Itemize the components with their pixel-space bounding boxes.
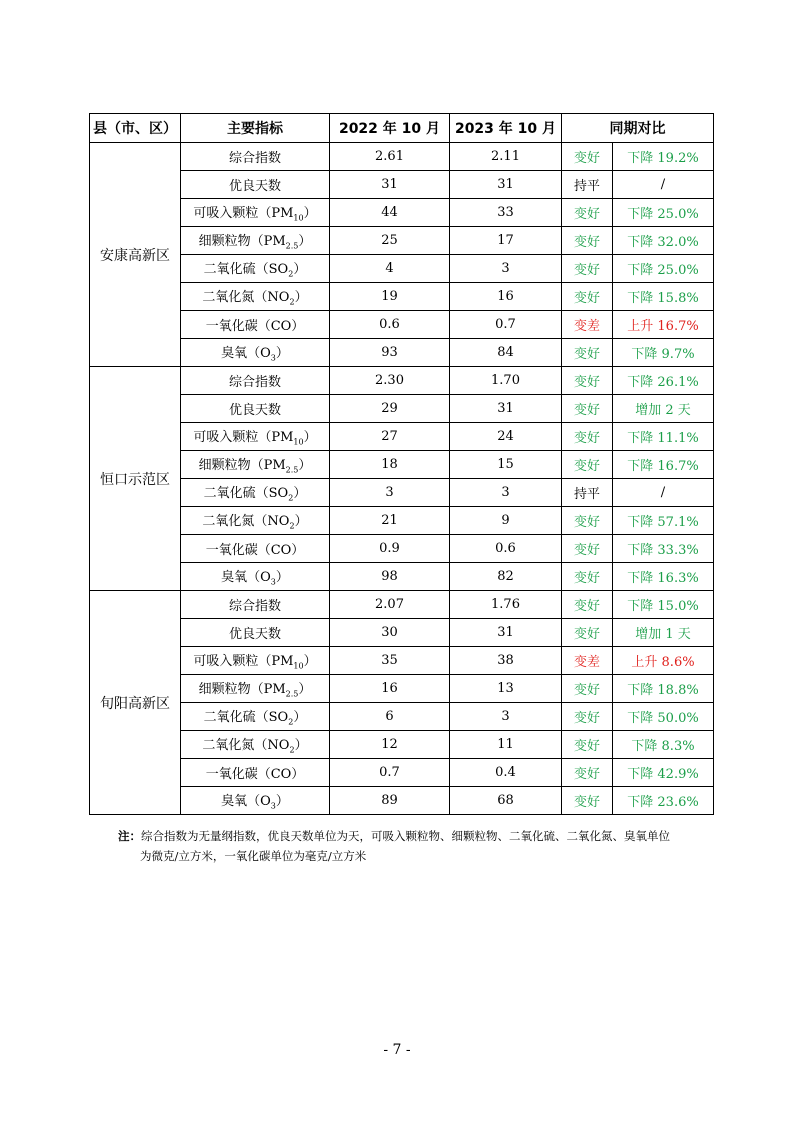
table-row — [90, 423, 714, 451]
value-2023-cell: 16 — [450, 283, 562, 311]
metric-suffix: ） — [298, 458, 312, 474]
table-body — [90, 143, 714, 815]
table-row — [90, 787, 714, 815]
value-2023-cell: 13 — [450, 675, 562, 703]
note-line-2: 为微克/立方米，一氧化碳单位为毫克/立方米 — [140, 849, 367, 863]
table-row — [90, 171, 714, 199]
metric-suffix: ） — [293, 486, 307, 502]
metric-name: 可吸入颗粒（PM — [193, 430, 294, 446]
table-header-row — [90, 114, 714, 143]
county-cell: 安康高新区 — [90, 143, 181, 367]
metric-name: 一氧化碳（CO） — [205, 319, 305, 334]
change-cell: 下降 15.0% — [613, 591, 714, 619]
value-2023-cell: 0.4 — [450, 759, 562, 787]
value-2022-cell: 3 — [330, 479, 450, 507]
table-row — [90, 591, 714, 619]
metric-suffix: ） — [298, 234, 312, 250]
header-comparison: 同期对比 — [562, 114, 714, 143]
metric-suffix: ） — [275, 794, 289, 810]
value-2023-cell: 2.11 — [450, 143, 562, 171]
metric-subscript: 10 — [293, 213, 304, 223]
metric-cell — [181, 255, 330, 283]
metric-cell — [181, 787, 330, 815]
value-2022-cell: 35 — [330, 647, 450, 675]
value-2023-cell: 11 — [450, 731, 562, 759]
value-2023-cell: 38 — [450, 647, 562, 675]
metric-suffix: ） — [303, 206, 317, 222]
metric-name: 一氧化碳（CO） — [205, 767, 305, 782]
metric-name: 臭氧（O — [221, 346, 271, 362]
metric-cell — [181, 563, 330, 591]
table-note — [118, 826, 718, 866]
change-cell: 下降 16.3% — [613, 563, 714, 591]
table-row — [90, 619, 714, 647]
value-2022-cell: 0.9 — [330, 535, 450, 563]
table-row — [90, 479, 714, 507]
change-cell: 增加 1 天 — [613, 619, 714, 647]
metric-suffix: ） — [294, 290, 308, 306]
metric-name: 二氧化硫（SO — [203, 262, 289, 278]
metric-subscript: 2 — [288, 717, 294, 727]
change-cell: / — [613, 171, 714, 199]
status-cell: 持平 — [562, 171, 613, 199]
value-2023-cell: 9 — [450, 507, 562, 535]
metric-cell — [181, 283, 330, 311]
value-2023-cell: 3 — [450, 479, 562, 507]
metric-suffix: ） — [275, 570, 289, 586]
table-row — [90, 395, 714, 423]
metric-subscript: 2 — [288, 269, 294, 279]
metric-name: 二氧化氮（NO — [202, 514, 290, 530]
change-cell: 下降 16.7% — [613, 451, 714, 479]
table-row — [90, 367, 714, 395]
metric-cell — [181, 451, 330, 479]
metric-cell — [181, 507, 330, 535]
change-cell: 下降 23.6% — [613, 787, 714, 815]
change-cell: 下降 11.1% — [613, 423, 714, 451]
value-2023-cell: 84 — [450, 339, 562, 367]
metric-cell — [181, 171, 330, 199]
metric-cell — [181, 227, 330, 255]
header-metric: 主要指标 — [181, 114, 330, 143]
metric-name: 二氧化氮（NO — [202, 738, 290, 754]
metric-subscript: 3 — [270, 577, 276, 587]
value-2022-cell: 4 — [330, 255, 450, 283]
change-cell: 下降 42.9% — [613, 759, 714, 787]
metric-subscript: 2 — [289, 745, 295, 755]
table-row — [90, 311, 714, 339]
value-2022-cell: 0.7 — [330, 759, 450, 787]
metric-subscript: 3 — [270, 801, 276, 811]
value-2022-cell: 44 — [330, 199, 450, 227]
value-2022-cell: 2.61 — [330, 143, 450, 171]
metric-subscript: 2.5 — [285, 689, 299, 699]
change-cell: 下降 32.0% — [613, 227, 714, 255]
value-2023-cell: 3 — [450, 703, 562, 731]
metric-suffix: ） — [303, 430, 317, 446]
value-2022-cell: 2.07 — [330, 591, 450, 619]
metric-cell — [181, 143, 330, 171]
metric-name: 二氧化硫（SO — [203, 710, 289, 726]
value-2023-cell: 33 — [450, 199, 562, 227]
value-2022-cell: 19 — [330, 283, 450, 311]
metric-subscript: 3 — [270, 353, 276, 363]
county-cell: 恒口示范区 — [90, 367, 181, 591]
status-cell: 变差 — [562, 311, 613, 339]
table-row — [90, 759, 714, 787]
header-county: 县（市、区） — [90, 114, 181, 143]
status-cell: 变好 — [562, 367, 613, 395]
table-row — [90, 199, 714, 227]
change-cell: 增加 2 天 — [613, 395, 714, 423]
status-cell: 变好 — [562, 703, 613, 731]
change-cell: 上升 16.7% — [613, 311, 714, 339]
metric-name: 优良天数 — [228, 403, 281, 418]
metric-cell — [181, 675, 330, 703]
metric-subscript: 2 — [289, 521, 295, 531]
value-2022-cell: 21 — [330, 507, 450, 535]
status-cell: 变好 — [562, 199, 613, 227]
value-2023-cell: 17 — [450, 227, 562, 255]
value-2023-cell: 31 — [450, 171, 562, 199]
metric-cell — [181, 759, 330, 787]
table-row — [90, 647, 714, 675]
table-row — [90, 535, 714, 563]
change-cell: 下降 25.0% — [613, 255, 714, 283]
value-2022-cell: 31 — [330, 171, 450, 199]
status-cell: 变好 — [562, 731, 613, 759]
change-cell: 上升 8.6% — [613, 647, 714, 675]
note-text-1: 综合指数为无量纲指数，优良天数单位为天，可吸入颗粒物、细颗粒物、二氧化硫、二氧化氮、臭氧单位 — [141, 829, 670, 843]
change-cell: 下降 15.8% — [613, 283, 714, 311]
value-2022-cell: 98 — [330, 563, 450, 591]
change-cell: 下降 57.1% — [613, 507, 714, 535]
metric-cell — [181, 395, 330, 423]
status-cell: 变好 — [562, 563, 613, 591]
status-cell: 变好 — [562, 283, 613, 311]
table-row — [90, 731, 714, 759]
change-cell: / — [613, 479, 714, 507]
table-row — [90, 339, 714, 367]
value-2022-cell: 27 — [330, 423, 450, 451]
table-row — [90, 451, 714, 479]
value-2023-cell: 68 — [450, 787, 562, 815]
metric-subscript: 2.5 — [285, 241, 299, 251]
header-2023: 2023 年 10 月 — [450, 114, 562, 143]
metric-subscript: 10 — [293, 661, 304, 671]
value-2022-cell: 89 — [330, 787, 450, 815]
metric-name: 综合指数 — [228, 375, 281, 390]
status-cell: 变好 — [562, 759, 613, 787]
air-quality-table — [89, 113, 714, 815]
change-cell: 下降 18.8% — [613, 675, 714, 703]
value-2022-cell: 25 — [330, 227, 450, 255]
metric-name: 臭氧（O — [221, 794, 271, 810]
status-cell: 变好 — [562, 395, 613, 423]
metric-name: 可吸入颗粒（PM — [193, 206, 294, 222]
status-cell: 变差 — [562, 647, 613, 675]
status-cell: 变好 — [562, 143, 613, 171]
status-cell: 变好 — [562, 423, 613, 451]
metric-cell — [181, 479, 330, 507]
value-2023-cell: 15 — [450, 451, 562, 479]
metric-name: 综合指数 — [228, 151, 281, 166]
status-cell: 变好 — [562, 675, 613, 703]
page-number: - 7 - — [383, 1042, 411, 1058]
status-cell: 变好 — [562, 451, 613, 479]
metric-cell — [181, 535, 330, 563]
metric-suffix: ） — [293, 262, 307, 278]
value-2022-cell: 0.6 — [330, 311, 450, 339]
metric-cell — [181, 339, 330, 367]
metric-cell — [181, 311, 330, 339]
metric-suffix: ） — [294, 738, 308, 754]
metric-name: 细颗粒物（PM — [198, 458, 286, 474]
change-cell: 下降 26.1% — [613, 367, 714, 395]
status-cell: 变好 — [562, 619, 613, 647]
metric-cell — [181, 199, 330, 227]
metric-subscript: 2 — [289, 297, 295, 307]
change-cell: 下降 25.0% — [613, 199, 714, 227]
metric-name: 优良天数 — [228, 179, 281, 194]
table-row — [90, 563, 714, 591]
value-2022-cell: 16 — [330, 675, 450, 703]
status-cell: 变好 — [562, 535, 613, 563]
metric-suffix: ） — [293, 710, 307, 726]
table-row — [90, 507, 714, 535]
value-2022-cell: 18 — [330, 451, 450, 479]
table-row — [90, 143, 714, 171]
metric-suffix: ） — [294, 514, 308, 530]
metric-name: 可吸入颗粒（PM — [193, 654, 294, 670]
status-cell: 变好 — [562, 591, 613, 619]
value-2023-cell: 1.70 — [450, 367, 562, 395]
value-2023-cell: 1.76 — [450, 591, 562, 619]
value-2023-cell: 31 — [450, 619, 562, 647]
metric-name: 臭氧（O — [221, 570, 271, 586]
value-2022-cell: 6 — [330, 703, 450, 731]
metric-cell — [181, 647, 330, 675]
change-cell: 下降 19.2% — [613, 143, 714, 171]
status-cell: 持平 — [562, 479, 613, 507]
metric-suffix: ） — [303, 654, 317, 670]
metric-cell — [181, 619, 330, 647]
status-cell: 变好 — [562, 507, 613, 535]
note-line-1 — [118, 826, 718, 846]
value-2023-cell: 0.6 — [450, 535, 562, 563]
header-2022: 2022 年 10 月 — [330, 114, 450, 143]
metric-name: 细颗粒物（PM — [198, 234, 286, 250]
value-2022-cell: 12 — [330, 731, 450, 759]
value-2022-cell: 29 — [330, 395, 450, 423]
metric-cell — [181, 731, 330, 759]
value-2023-cell: 24 — [450, 423, 562, 451]
metric-name: 细颗粒物（PM — [198, 682, 286, 698]
table-row — [90, 227, 714, 255]
change-cell: 下降 33.3% — [613, 535, 714, 563]
value-2023-cell: 3 — [450, 255, 562, 283]
metric-suffix: ） — [298, 682, 312, 698]
metric-subscript: 10 — [293, 437, 304, 447]
metric-cell — [181, 423, 330, 451]
value-2022-cell: 30 — [330, 619, 450, 647]
change-cell: 下降 8.3% — [613, 731, 714, 759]
metric-cell — [181, 591, 330, 619]
metric-cell — [181, 703, 330, 731]
table-row — [90, 255, 714, 283]
metric-suffix: ） — [275, 346, 289, 362]
metric-subscript: 2 — [288, 493, 294, 503]
metric-name: 优良天数 — [228, 627, 281, 642]
status-cell: 变好 — [562, 255, 613, 283]
change-cell: 下降 9.7% — [613, 339, 714, 367]
value-2023-cell: 82 — [450, 563, 562, 591]
metric-name: 二氧化氮（NO — [202, 290, 290, 306]
value-2023-cell: 0.7 — [450, 311, 562, 339]
table-row — [90, 675, 714, 703]
status-cell: 变好 — [562, 787, 613, 815]
table-row — [90, 283, 714, 311]
note-label: 注： — [118, 829, 141, 843]
metric-name: 二氧化硫（SO — [203, 486, 289, 502]
metric-name: 综合指数 — [228, 599, 281, 614]
table-row — [90, 703, 714, 731]
metric-cell — [181, 367, 330, 395]
county-cell: 旬阳高新区 — [90, 591, 181, 815]
status-cell: 变好 — [562, 227, 613, 255]
value-2022-cell: 2.30 — [330, 367, 450, 395]
change-cell: 下降 50.0% — [613, 703, 714, 731]
metric-subscript: 2.5 — [285, 465, 299, 475]
value-2022-cell: 93 — [330, 339, 450, 367]
metric-name: 一氧化碳（CO） — [205, 543, 305, 558]
value-2023-cell: 31 — [450, 395, 562, 423]
status-cell: 变好 — [562, 339, 613, 367]
